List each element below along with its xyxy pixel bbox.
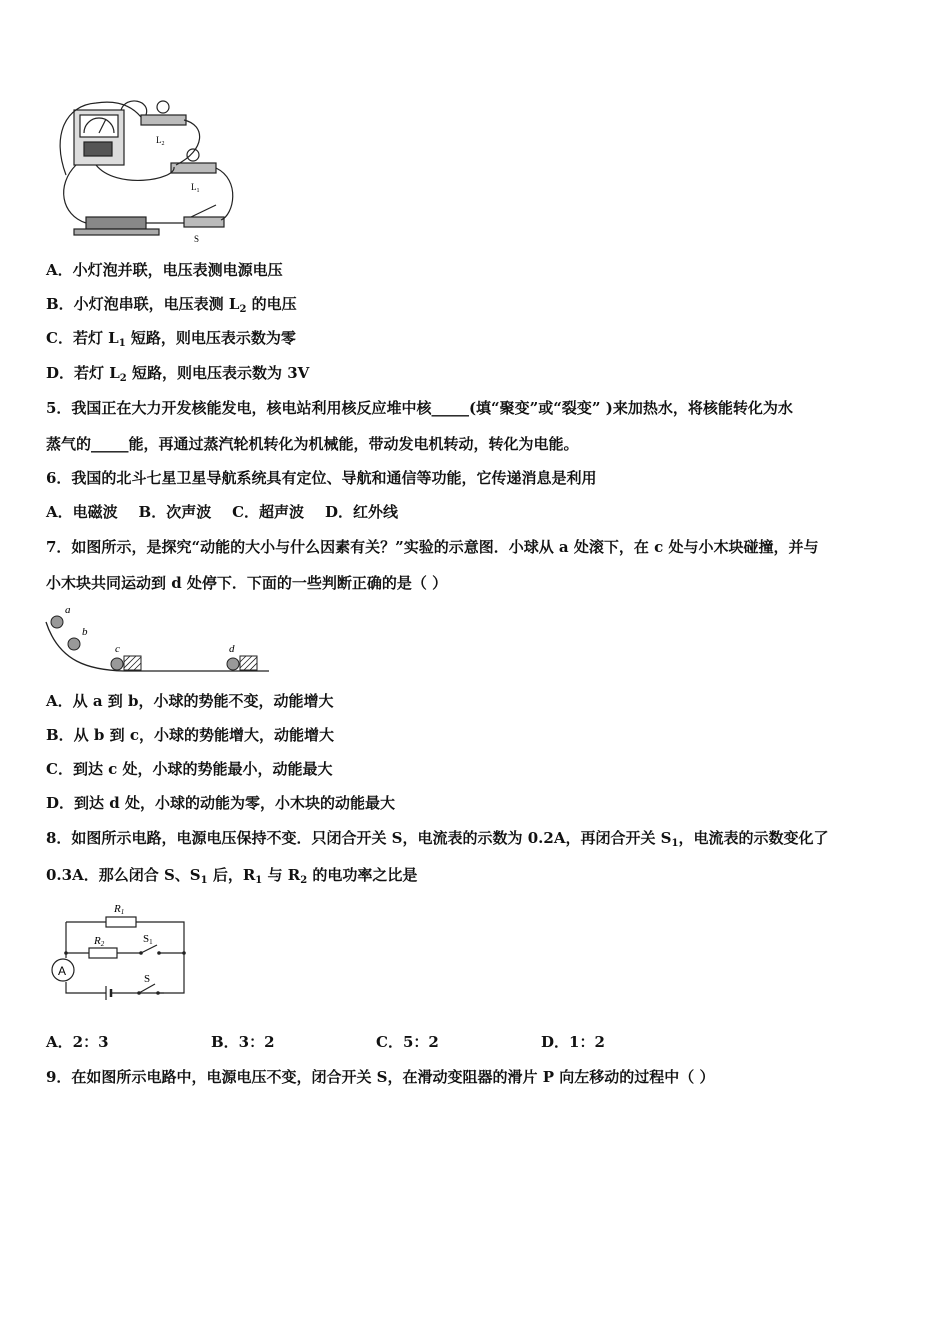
q7-option-d[interactable]: D．到达 d 处，小球的动能为零，小木块的动能最大 (46, 794, 395, 812)
q7-option-c[interactable]: C．到达 c 处，小球的势能最小，动能最大 (46, 760, 333, 778)
block-d (240, 656, 257, 670)
block-c (124, 656, 141, 670)
q6-option-a[interactable]: A．电磁波 (46, 503, 118, 521)
q7-stem-line1: 7．如图所示，是探究“动能的大小与什么因素有关？”实验的示意图．小球从 a 处滚下，在 c 处与小木块碰撞，并与 (46, 538, 819, 556)
q4-option-c[interactable]: C．若灯 $L_1$ 短路，则电压表示数为零 (46, 329, 296, 349)
q7-stem-line2: 小木块共同运动到 d 处停下．下面的一些判断正确的是（ ） (46, 574, 448, 592)
label-r2: R2 (94, 935, 105, 948)
q6-options (46, 501, 398, 523)
q7-option-a[interactable]: A．从 a 到 b，小球的势能不变，动能增大 (46, 692, 334, 710)
label-c: c (115, 643, 120, 655)
q8-circuit-figure (44, 898, 194, 1003)
label-l1: $L_1$ (191, 182, 200, 194)
q6-stem: 6．我国的北斗七星卫星导航系统具有定位、导航和通信等功能，它传递消息是利用 (46, 469, 597, 487)
q8-option-c[interactable]: C．5：2 (376, 1033, 439, 1051)
q6-option-d[interactable]: D．红外线 (324, 503, 398, 521)
q4-option-b[interactable]: B．小灯泡串联，电压表测 $L_2$ 的电压 (46, 295, 297, 315)
label-s: S (194, 234, 200, 244)
q4-option-a[interactable]: A．小灯泡并联，电压表测电源电压 (46, 261, 283, 279)
label-l2: $L_2$ (156, 135, 165, 147)
ball-a (51, 616, 63, 628)
q6-option-c[interactable]: C．超声波 (232, 503, 305, 521)
label-s1: S1 (143, 933, 153, 946)
ball-b (68, 638, 80, 650)
q8-stem-line1: 8．如图所示电路，电源电压保持不变．只闭合开关 S，电流表的示数为 0.2A，再闭合开关 $S_1$，电流表的示数变化了 (46, 829, 829, 849)
q7-option-b[interactable]: B．从 b 到 c，小球的势能增大，动能增大 (46, 726, 334, 744)
label-s: S (144, 973, 151, 985)
q7-ramp-figure (44, 602, 274, 677)
q8-option-b[interactable]: B．3：2 (211, 1033, 275, 1051)
q4-circuit-figure (56, 95, 246, 245)
q9-stem: 9．在如图所示电路中，电源电压不变，闭合开关 S，在滑动变阻器的滑片 P 向左移动的过程中（ ） (46, 1068, 715, 1086)
q8-option-a[interactable]: A．2：3 (46, 1033, 109, 1051)
q5-stem-line2: 蒸气的_____能，再通过蒸汽轮机转化为机械能，带动发电机转动，转化为电能。 (46, 435, 579, 453)
label-b: b (82, 626, 88, 638)
resistor-r1 (106, 917, 136, 927)
label-a: a (65, 604, 71, 616)
ball-d (227, 658, 239, 670)
label-d: d (229, 643, 235, 655)
q8-option-d[interactable]: D．1：2 (541, 1033, 605, 1051)
label-r1: R1 (114, 903, 125, 916)
q6-option-b[interactable]: B．次声波 (138, 503, 212, 521)
q4-option-d[interactable]: D．若灯 $L_2$ 短路，则电压表示数为 3V (46, 364, 310, 384)
ball-c (111, 658, 123, 670)
q8-options (46, 1031, 605, 1053)
q8-stem-line2: 0.3A．那么闭合 S、$S_1$ 后，$R_1$ 与 $R_2$ 的电功率之比是 (46, 866, 418, 886)
resistor-r2 (89, 948, 117, 958)
label-ammeter: A (58, 964, 67, 978)
q5-stem-line1: 5．我国正在大力开发核能发电，核电站利用核反应堆中核_____(填“聚变”或“裂变” )来加热水，将核能转化为水 (46, 399, 793, 417)
